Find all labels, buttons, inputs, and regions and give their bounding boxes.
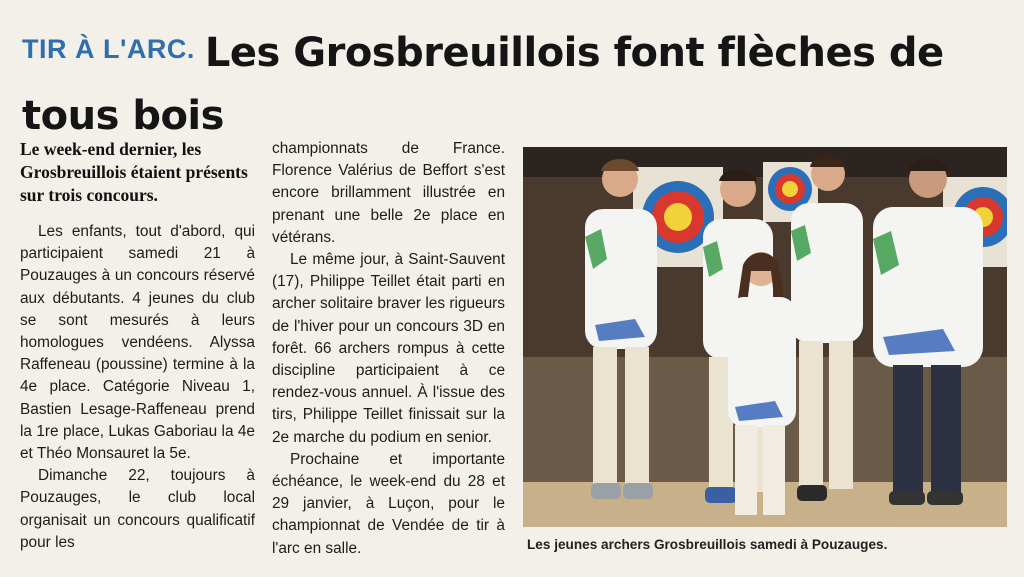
text-column-2	[272, 138, 505, 560]
paragraph: Prochaine et importante échéance, le week-end du 28 et 29 janvier, à Luçon, pour le championnat de Vendée de tir à l'arc en salle.	[272, 450, 505, 557]
section-kicker: TIR À L'ARC.	[22, 34, 195, 64]
text-column-1	[20, 138, 255, 554]
article-lead: Le week-end dernier, les Grosbreuillois étaient présents sur trois concours.	[20, 139, 248, 205]
archers-photo-illustration	[523, 147, 1007, 527]
headline	[22, 22, 1012, 152]
paragraph: Les enfants, tout d'abord, qui participaient samedi 21 à Pouzauges à un concours réservé aux débutants. 4 jeunes du club se sont mesurés à leurs homologues vendéens. Alyssa Raffeneau (poussine) termine à la 4e place. Catégorie Niveau 1, Bastien Lesage-Raffeneau prend la 1re place, Lukas Gaboriau la 4e et Théo Monsauret la 5e.	[20, 223, 255, 463]
paragraph: Le même jour, à Saint-Sauvent (17), Philippe Teillet était parti en archer solitaire braver les rigueurs de l'hiver pour un concours 3D en forêt. 66 archers rompus à cette discipline participaient à ce rendez-vous annuel. À l'issue des tirs, Philippe Teillet finissait sur la 2e marche du podium en senior.	[272, 251, 505, 446]
article-photo	[523, 147, 1007, 527]
photo-caption: Les jeunes archers Grosbreuillois samedi à Pouzauges.	[527, 537, 888, 552]
article-title: Les Grosbreuillois font flèches de tous bois	[22, 30, 944, 139]
paragraph: championnats de France. Florence Valérius de Beffort s'est encore brillamment illustrée en prenant une belle 2e place en vétérans.	[272, 140, 505, 246]
paragraph: Dimanche 22, toujours à Pouzauges, le club local organisait un concours qualificatif pour les	[20, 467, 255, 551]
